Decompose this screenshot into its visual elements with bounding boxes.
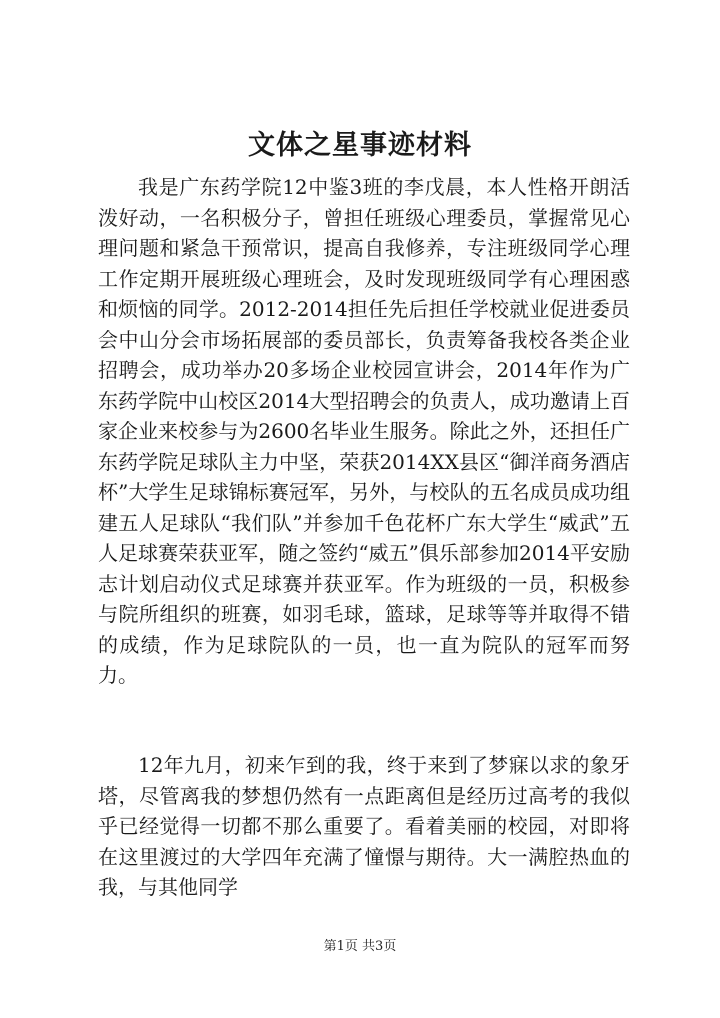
paragraph-2: 12年九月，初来乍到的我，终于来到了梦寐以求的象牙塔，尽管离我的梦想仍然有一点距离但是经历过高考的我似乎已经觉得一切都不那么重要了。看着美丽的校园，对即将在这里渡过的大学四年充满了憧憬与期待。大一满腔热血的我，与其他同学 [98,753,630,899]
document-title: 文体之星事迹材料 [248,130,472,161]
paragraph-1: 我是广东药学院12中鉴3班的李戊晨，本人性格开朗活泼好动，一名积极分子，曾担任班级心理委员，掌握常见心理问题和紧急干预常识，提高自我修养，专注班级同学心理工作定期开展班级心理班会，及时发现班级同学有心理困惑和烦恼的同学。2012-2014担任先后担任学校就业促进委员会中山分会市场拓展部的委员部长，负责筹备我校各类企业招聘会，成功举办20多场企业校园宣讲会，2014年作为广东药学院中山校区2014大型招聘会的负责人，成功邀请上百家企业来校参与为2600名毕业生服务。除此之外，还担任广东药学院足球队主力中坚，荣获2014XX县区“御洋商务酒店杯”大学生足球锦标赛冠军，另外，与校队的五名成员成功组建五人足球队“我们队”并参加千色花杯广东大学生“威武”五人足球赛荣获亚军，随之签约“威五”俱乐部参加2014平安励志计划启动仪式足球赛并获亚军。作为班级的一员，积极参与院所组织的班赛，如羽毛球，篮球，足球等等并取得不错的成绩，作为足球院队的一员，也一直为院队的冠军而努力。 [98,175,630,687]
page-footer: 第1页 共3页 [323,939,397,954]
